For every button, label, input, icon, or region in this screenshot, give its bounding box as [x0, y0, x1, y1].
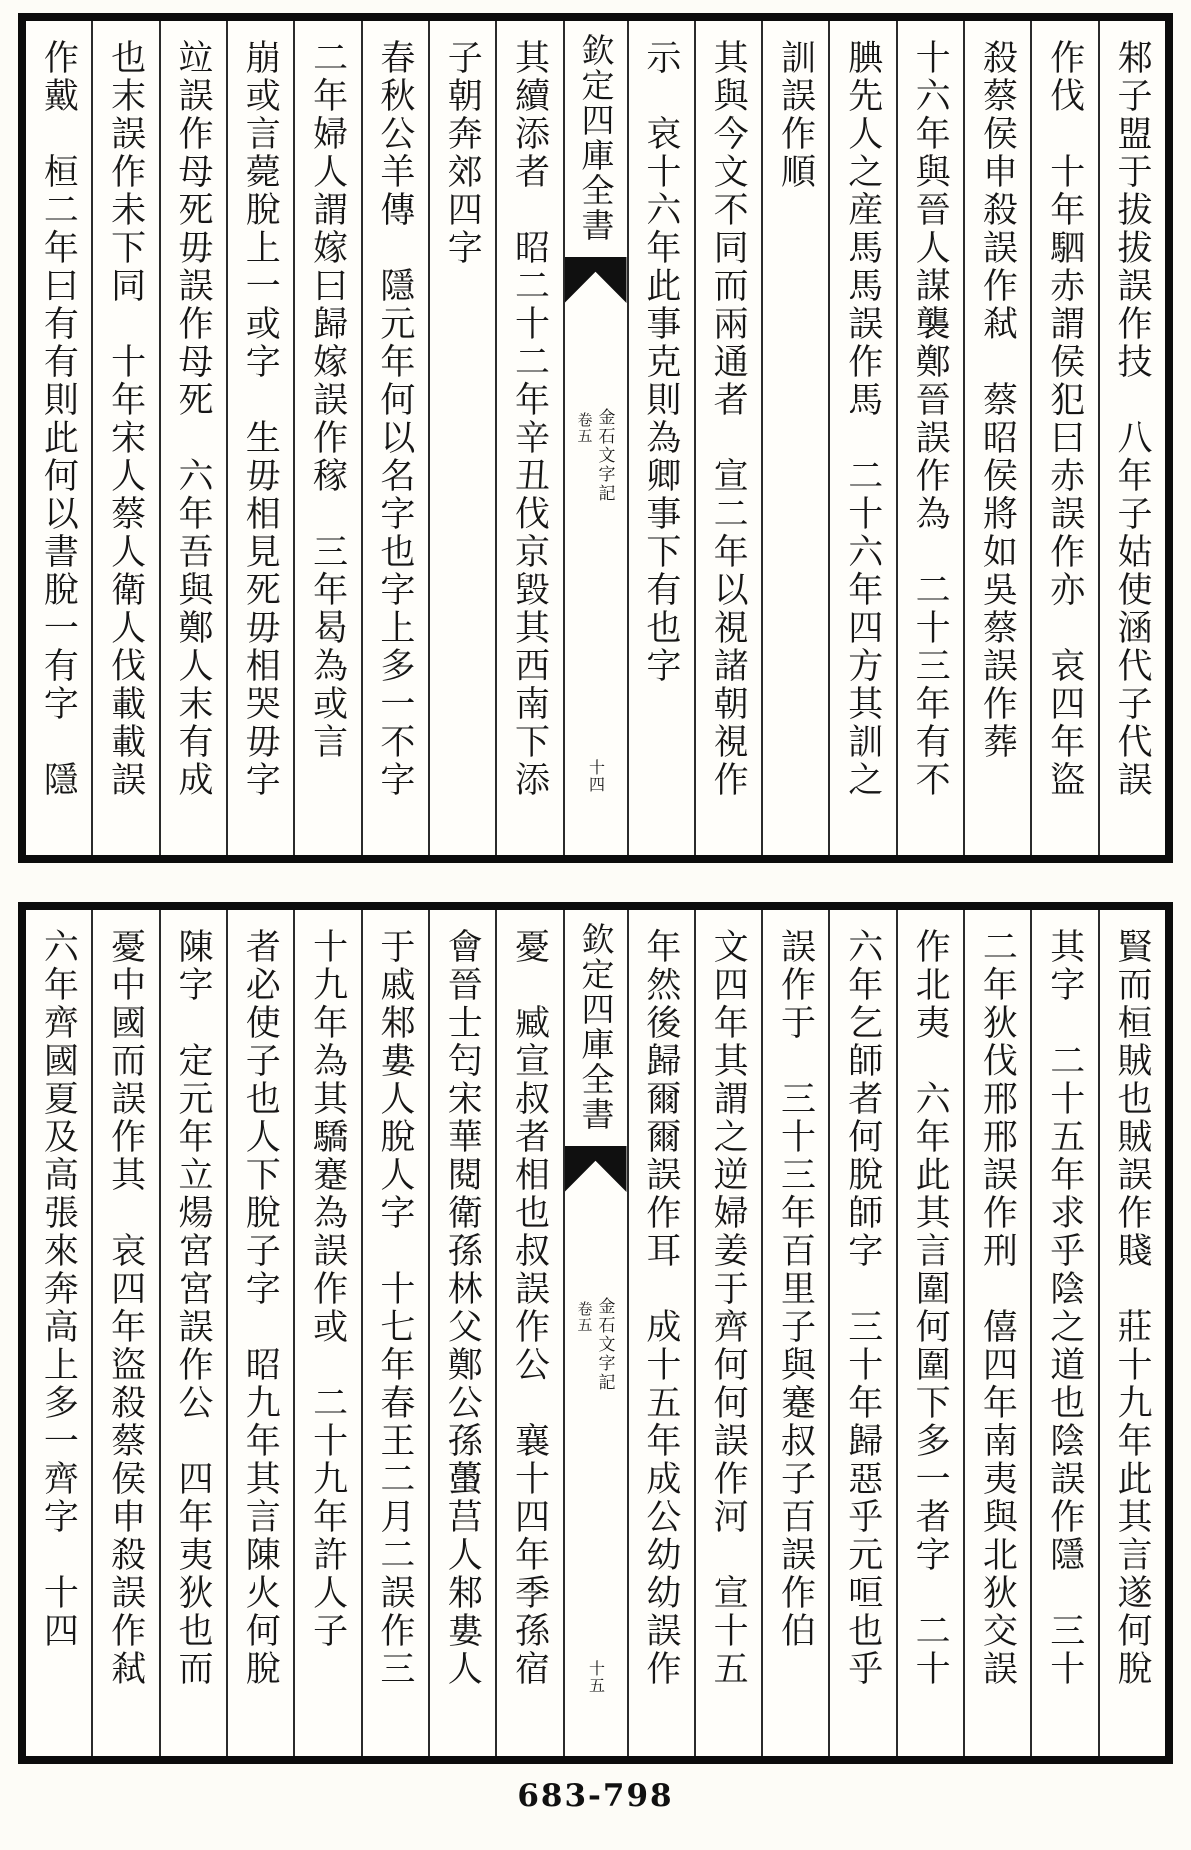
text-column: 崩或言薨脫上一或字 生毋相見死毋相哭毋字: [226, 21, 293, 855]
banxin-book-title: 金石文字記: [594, 1297, 615, 1392]
text-column: 春秋公羊傳 隱元年何以名字也字上多一不字: [361, 21, 428, 855]
banxin-folio-number: 十五: [586, 1660, 606, 1694]
text-column: 其字 二十五年求乎陰之道也陰誤作隱 三十: [1030, 910, 1097, 1756]
text-column: 六年乞師者何脫師字 三十年歸惡乎元咺也乎: [828, 910, 895, 1756]
column-row: [26, 910, 1165, 1756]
text-column: 十六年與晉人謀襲鄭晉誤作為 二十三年有不: [896, 21, 963, 855]
text-column: 其續添者 昭二十二年辛丑伐京毀其西南下添: [495, 21, 562, 855]
text-column: 訓誤作順: [761, 21, 828, 855]
text-column: 子朝奔郊四字: [428, 21, 495, 855]
text-column: 示 哀十六年此事克則為卿事下有也字: [627, 21, 694, 855]
fishtail-marker-icon: [565, 257, 627, 303]
text-column: 邾子盟于拔拔誤作技 八年子姑使涵代子代誤: [1098, 21, 1165, 855]
text-column: 賢而桓賊也賊誤作賤 莊十九年此其言遂何脫: [1098, 910, 1165, 1756]
text-block-bottom: [18, 902, 1173, 1764]
text-column: 也末誤作未下同 十年宋人蔡人衛人伐載載誤: [91, 21, 158, 855]
text-column: 于戚邾婁人脫人字 十七年春王二月二誤作三: [361, 910, 428, 1756]
text-column: 陳字 定元年立煬宮宮誤作公 四年夷狄也而: [159, 910, 226, 1756]
text-column: 誤作于 三十三年百里子與蹇叔子百誤作伯: [761, 910, 828, 1756]
text-column: 六年齊國夏及高張來奔高上多一齊字 十四: [38, 928, 79, 1650]
text-column: 腆先人之産馬馬誤作馬 二十六年四方其訓之: [828, 21, 895, 855]
banxin-small-text: [576, 408, 616, 503]
text-column: 憂 臧宣叔者相也叔誤作公 襄十四年季孫宿: [495, 910, 562, 1756]
text-column: 作北夷 六年此其言圍何圍下多一者字 二十: [896, 910, 963, 1756]
plate-number: 683-798: [517, 1778, 674, 1814]
banxin-folio-number: 十四: [586, 759, 606, 793]
banxin-column: [563, 21, 627, 855]
text-column: 作戴 桓二年曰有有則此何以書脫一有字 隱: [38, 39, 79, 799]
text-column: 年然後歸爾爾誤作耳 成十五年成公幼幼誤作: [627, 910, 694, 1756]
text-column: 竝誤作母死毋誤作母死 六年吾與鄭人末有成: [159, 21, 226, 855]
banxin-column: [563, 910, 627, 1756]
text-column: 殺蔡侯申殺誤作弒 蔡昭侯將如吳蔡誤作葬: [963, 21, 1030, 855]
banxin-small-text: [576, 1297, 616, 1392]
text-column: 其與今文不同而兩通者 宣二年以視諸朝視作: [694, 21, 761, 855]
banxin-book-title: 金石文字記: [594, 408, 615, 503]
text-block-top: [18, 13, 1173, 863]
text-column: 十九年為其驕蹇為誤作或 二十九年許人子: [293, 910, 360, 1756]
text-column: 文四年其謂之逆婦姜于齊何何誤作河 宣十五: [694, 910, 761, 1756]
text-column: 憂中國而誤作其 哀四年盜殺蔡侯申殺誤作弒: [91, 910, 158, 1756]
text-column: 者必使子也人下脫子字 昭九年其言陳火何脫: [226, 910, 293, 1756]
column-row: [26, 21, 1165, 855]
banxin-juan-label: 卷五: [575, 412, 594, 444]
text-column: 二年狄伐邢邢誤作刑 僖四年南夷與北狄交誤: [963, 910, 1030, 1756]
text-column: 會晉士匄宋華閱衛孫林父鄭公孫蠆莒人邾婁人: [428, 910, 495, 1756]
text-column: 作伐 十年駟赤謂侯犯曰赤誤作亦 哀四年盜: [1030, 21, 1097, 855]
fishtail-marker-icon: [565, 1146, 627, 1192]
banxin-juan-label: 卷五: [575, 1301, 594, 1333]
text-column: 二年婦人謂嫁曰歸嫁誤作稼 三年曷為或言: [293, 21, 360, 855]
banxin-title: 欽定四庫全書: [576, 33, 616, 243]
banxin-title: 欽定四庫全書: [576, 922, 616, 1132]
